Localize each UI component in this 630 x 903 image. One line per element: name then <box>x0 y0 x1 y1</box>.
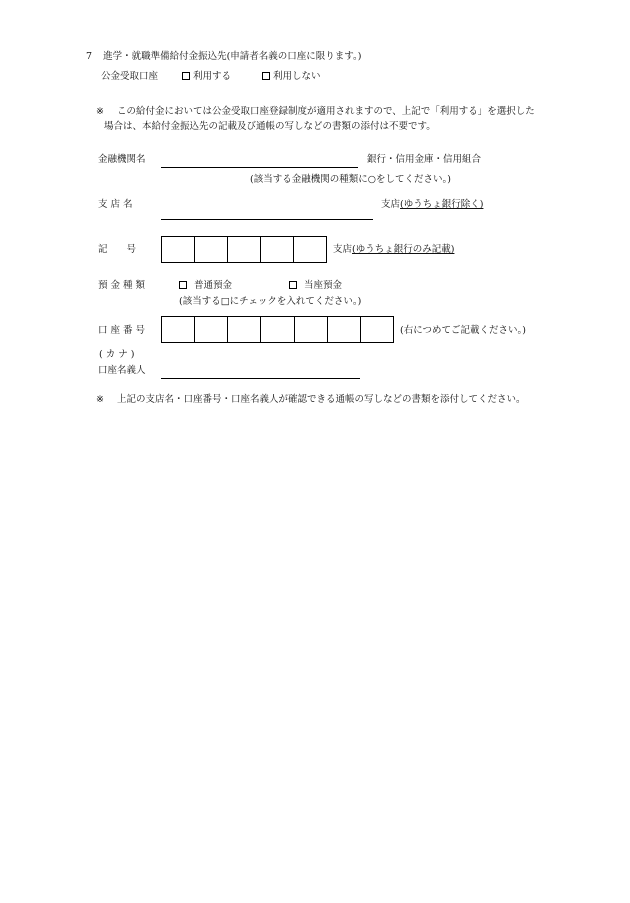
kigou-cell[interactable] <box>162 237 195 262</box>
account-number-cell[interactable] <box>295 317 328 342</box>
account-number-cell[interactable] <box>261 317 294 342</box>
ordinary-label: 普通預金 <box>194 280 233 291</box>
branch-suffix-note: (ゆうちょ銀行除く) <box>400 199 484 210</box>
public-account-label: 公金受取口座 <box>101 71 159 82</box>
branch-label: 支 店 名 <box>98 199 133 210</box>
kigou-suffix <box>333 244 454 255</box>
account-number-cell[interactable] <box>195 317 228 342</box>
kigou-cell[interactable] <box>261 237 294 262</box>
note1-mark: ※ <box>96 106 104 117</box>
kigou-label: 記 号 <box>98 244 137 255</box>
not-use-option[interactable] <box>262 71 321 82</box>
not-use-option-label: 利用しない <box>273 71 321 82</box>
branch-input-line[interactable] <box>161 219 373 220</box>
note1-line1: この給付金においては公金受取口座登録制度が適用されますので、上記で「利用する」を選択した <box>117 106 535 117</box>
holder-kana-label: ( カ ナ ) <box>99 349 135 360</box>
branch-suffix-prefix: 支店 <box>381 199 401 210</box>
account-number-note: (右につめてご記載ください。) <box>400 325 526 336</box>
ordinary-checkbox[interactable] <box>179 281 187 289</box>
current-checkbox[interactable] <box>289 281 297 289</box>
branch-suffix <box>381 199 483 210</box>
deposit-type-hint: (該当する□にチェックを入れてください。) <box>179 296 362 307</box>
kigou-suffix-prefix: 支店 <box>333 244 353 255</box>
use-option[interactable] <box>182 71 231 82</box>
account-number-cell[interactable] <box>361 317 393 342</box>
kigou-cell[interactable] <box>228 237 261 262</box>
use-checkbox[interactable] <box>182 72 190 80</box>
kigou-cell[interactable] <box>294 237 326 262</box>
use-option-label: 利用する <box>193 71 232 82</box>
bank-input-line[interactable] <box>161 167 358 168</box>
account-number-label: 口 座 番 号 <box>98 325 146 336</box>
deposit-current-option[interactable] <box>289 280 342 291</box>
kigou-boxes[interactable] <box>161 236 327 263</box>
deposit-type-label: 預 金 種 類 <box>98 280 146 291</box>
section-heading <box>86 51 361 62</box>
note2-text: 上記の支店名・口座番号・口座名義人が確認できる通帳の写しなどの書類を添付してください。 <box>117 394 526 405</box>
account-number-cell[interactable] <box>162 317 195 342</box>
section-number: 7 <box>86 51 93 62</box>
note1-line2: 場合は、本給付金振込先の記載及び通帳の写しなどの書類の添付は不要です。 <box>104 121 436 132</box>
bank-label: 金融機関名 <box>98 154 146 165</box>
bank-hint: (該当する金融機関の種類に○をしてください。) <box>250 174 451 185</box>
not-use-checkbox[interactable] <box>262 72 270 80</box>
kigou-suffix-note: (ゆうちょ銀行のみ記載) <box>352 244 455 255</box>
current-label: 当座預金 <box>304 280 343 291</box>
account-number-boxes[interactable] <box>161 316 394 343</box>
holder-label: 口座名義人 <box>98 365 146 376</box>
bank-suffix: 銀行・信用金庫・信用組合 <box>367 154 482 165</box>
holder-input-line[interactable] <box>161 378 360 379</box>
section-title: 進学・就職準備給付金振込先(申請者名義の口座に限ります。) <box>103 51 362 62</box>
deposit-ordinary-option[interactable] <box>179 280 232 291</box>
account-number-cell[interactable] <box>328 317 361 342</box>
kigou-cell[interactable] <box>195 237 228 262</box>
note2-mark: ※ <box>96 394 104 405</box>
account-number-cell[interactable] <box>228 317 261 342</box>
